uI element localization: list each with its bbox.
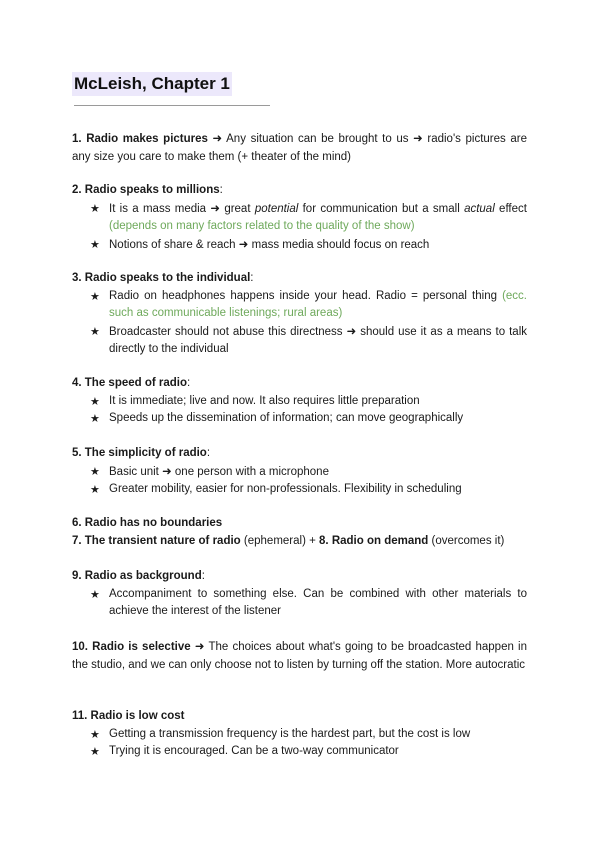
item-text: Accompaniment to something else. Can be combined with other materials to achieve the interest of the listener — [109, 587, 527, 618]
arrow-icon: ➜ — [162, 463, 172, 478]
section-2-heading: 2. Radio speaks to millions — [72, 184, 220, 196]
section-4-heading: 4. The speed of radio — [72, 377, 188, 389]
green-note: (depends on many factors related to the quality of the show) — [109, 220, 415, 233]
section-3 — [72, 270, 527, 359]
section-9-heading: 9. Radio as background — [72, 570, 202, 582]
item-text: Broadcaster should not abuse this directness — [109, 325, 343, 338]
section-1-heading: 1. Radio makes pictures — [72, 133, 208, 145]
item-text: Notions of share & reach — [109, 238, 236, 251]
colon: : — [187, 377, 191, 389]
item-text-italic: actual — [464, 202, 495, 215]
list-item — [90, 743, 527, 761]
item-text: It is a mass media — [109, 202, 207, 215]
section-6-heading: 6. Radio has no boundaries — [72, 517, 223, 529]
item-text: Greater mobility, easier for non-professionals. Flexibility in scheduling — [109, 483, 462, 496]
item-text: Getting a transmission frequency is the hardest part, but the cost is low — [109, 727, 471, 740]
list-item — [90, 481, 527, 499]
section-3-list — [72, 288, 527, 359]
list-item — [90, 288, 527, 323]
section-2-list — [72, 200, 527, 255]
green-note: (ecc. such as communicable listenings; rural areas) — [109, 289, 527, 320]
item-text: should use it as a means to talk directly to the individual — [109, 325, 528, 356]
section-2-heading-line — [72, 182, 527, 200]
section-10 — [72, 638, 527, 674]
section-10-paragraph — [72, 638, 527, 674]
star-bullet-icon: ★ — [90, 237, 100, 251]
item-text: Trying it is encouraged. Can be a two-way communicator — [109, 745, 399, 758]
list-item — [90, 410, 527, 428]
section-9-heading-line — [72, 568, 527, 586]
item-text: for communication but a small — [302, 202, 460, 215]
section-8-text: (overcomes it) — [431, 534, 505, 547]
section-8-heading: 8. Radio on demand — [319, 534, 429, 547]
section-10-text: The choices about what's going to be broadcasted happen in the studio, and we can only choose not to listen by turning off the station. More autocratic — [72, 641, 527, 671]
title-underline — [74, 105, 270, 106]
list-item — [90, 236, 527, 255]
section-11-heading-line — [72, 708, 527, 726]
star-bullet-icon: ★ — [90, 483, 100, 497]
arrow-icon: ➜ — [238, 236, 249, 251]
section-6-line — [72, 515, 527, 533]
section-7-text: (ephemeral) + — [243, 534, 316, 547]
section-1-text: radio's pictures are any size you care to make them (+ theater of the mind) — [72, 133, 527, 163]
section-1-paragraph — [72, 130, 527, 166]
star-bullet-icon: ★ — [90, 201, 100, 215]
item-text: Speeds up the dissemination of information; can move geographically — [109, 412, 464, 425]
section-3-heading: 3. Radio speaks to the individual — [72, 272, 251, 284]
list-item — [90, 393, 527, 411]
section-4-list — [72, 393, 527, 428]
colon: : — [201, 570, 205, 582]
section-1-text: Any situation can be brought to us — [226, 133, 409, 145]
section-11-heading: 11. Radio is low cost — [72, 710, 185, 722]
list-item — [90, 200, 527, 236]
star-bullet-icon: ★ — [90, 587, 100, 601]
section-2 — [72, 182, 527, 254]
section-3-heading-line — [72, 270, 527, 288]
section-1 — [72, 130, 527, 166]
section-11 — [72, 708, 527, 761]
arrow-icon: ➜ — [194, 639, 205, 653]
star-bullet-icon: ★ — [90, 289, 100, 303]
star-bullet-icon: ★ — [90, 324, 100, 338]
item-text: Radio on headphones happens inside your head. Radio = personal thing — [109, 289, 497, 302]
section-5 — [72, 445, 527, 499]
section-9 — [72, 568, 527, 621]
section-10-heading: 10. Radio is selective — [72, 641, 191, 653]
arrow-icon: ➜ — [413, 131, 423, 145]
star-bullet-icon: ★ — [90, 394, 100, 408]
section-4 — [72, 375, 527, 428]
section-5-heading-line — [72, 445, 527, 463]
section-5-list — [72, 463, 527, 499]
list-item — [90, 726, 527, 744]
colon: : — [219, 184, 223, 196]
section-6-7 — [72, 515, 527, 550]
list-item — [90, 323, 527, 359]
section-7-heading: 7. The transient nature of radio — [72, 534, 241, 547]
item-text: great — [224, 202, 251, 215]
star-bullet-icon: ★ — [90, 412, 100, 426]
item-text: mass media should focus on reach — [251, 238, 430, 251]
star-bullet-icon: ★ — [90, 745, 100, 759]
colon: : — [250, 272, 254, 284]
item-text-italic: potential — [254, 202, 299, 215]
section-9-list — [72, 586, 527, 621]
section-11-list — [72, 726, 527, 761]
arrow-icon: ➜ — [346, 323, 357, 338]
item-text: effect — [499, 202, 527, 215]
arrow-icon: ➜ — [212, 131, 223, 145]
item-text: one person with a microphone — [174, 465, 329, 478]
page-title: McLeish, Chapter 1 — [72, 72, 232, 96]
star-bullet-icon: ★ — [90, 727, 100, 741]
list-item — [90, 463, 527, 482]
arrow-icon: ➜ — [210, 200, 221, 215]
item-text: It is immediate; live and now. It also requires little preparation — [109, 394, 420, 407]
section-7-line — [72, 533, 527, 551]
section-4-heading-line — [72, 375, 527, 393]
list-item — [90, 586, 527, 621]
star-bullet-icon: ★ — [90, 464, 100, 478]
section-5-heading: 5. The simplicity of radio — [72, 447, 207, 459]
item-text: Basic unit — [109, 465, 159, 478]
colon: : — [206, 447, 211, 459]
